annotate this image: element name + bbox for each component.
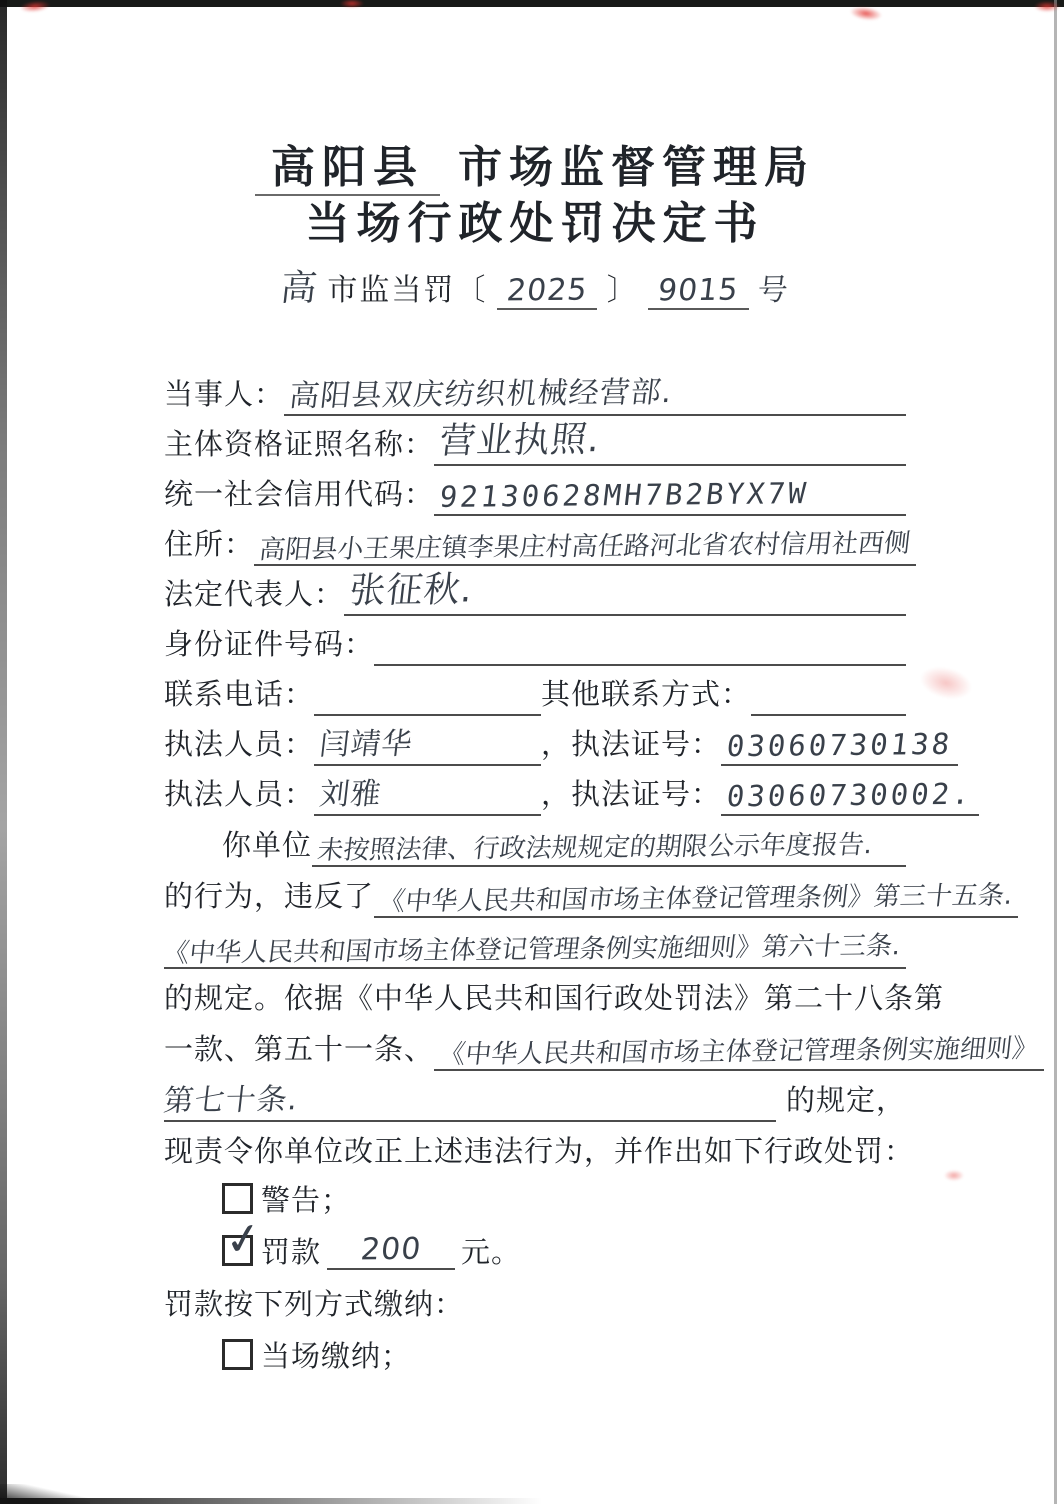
handwritten-law-citation: 《中华人民共和国市场主体登记管理条例》第三十五条.	[377, 880, 1015, 918]
authority-suffix: 市场监督管理局	[458, 143, 815, 192]
field-label: 主体资格证照名称：	[164, 428, 435, 461]
body-line-3	[161, 918, 906, 969]
docno-suffix: 号	[755, 272, 791, 308]
field-label: 其他联系方式：	[541, 678, 752, 711]
field-label: 统一社会信用代码：	[164, 478, 435, 511]
authority-name-blank: 高阳县	[255, 143, 440, 196]
field-legal-rep	[164, 566, 906, 616]
field-label: 执法人员：	[164, 728, 315, 761]
scan-corner-bottom-left	[0, 1484, 90, 1504]
document-title: 当场行政处罚决定书	[305, 198, 765, 248]
field-value-handwritten: 张征秋.	[347, 569, 476, 612]
field-label: 法定代表人：	[164, 578, 345, 611]
field-label: 身份证件号码：	[164, 628, 375, 661]
violation-statement	[161, 816, 1040, 1173]
document-number-line	[164, 260, 906, 308]
printed-text: 的行为，违反了	[164, 880, 375, 913]
badge-number-handwritten: 03060730002.	[724, 776, 975, 814]
field-label: 当事人：	[164, 378, 285, 411]
penalty-section	[164, 1173, 906, 1381]
checkbox-warning-unchecked-icon	[222, 1183, 253, 1214]
body-line-7	[164, 1122, 915, 1173]
penalty-fine-row	[164, 1211, 906, 1277]
field-label: 住所：	[164, 528, 255, 561]
field-address	[164, 516, 912, 566]
field-label: ，执法证号：	[541, 778, 722, 811]
field-label: 联系电话：	[164, 678, 315, 711]
docno-printed-right: 〕	[606, 273, 639, 307]
fine-unit: 元。	[461, 1237, 522, 1270]
docno-printed-left: 市监当罚〔	[327, 273, 488, 307]
fine-amount-handwritten: 200	[358, 1231, 424, 1268]
printed-text: 的规定。依据《中华人民共和国行政处罚法》第二十八条第	[164, 982, 945, 1015]
authority-title	[164, 140, 906, 196]
handwritten-text: 未按照法律、行政法规规定的期限公示年度报告.	[315, 829, 875, 866]
check-mark-icon: ✓	[221, 1211, 267, 1268]
field-value-handwritten: 92130628MH7B2BYX7W	[437, 475, 811, 514]
badge-number-handwritten: 03060730138	[724, 726, 955, 763]
printed-text: 现责令你单位改正上述违法行为，并作出如下行政处罚：	[164, 1135, 915, 1168]
officer-name-handwritten: 闫靖华	[317, 726, 415, 763]
scan-edge-bottom	[0, 1498, 638, 1504]
handwritten-article: 第七十条.	[161, 1082, 301, 1119]
body-line-5	[164, 1020, 1040, 1071]
officer-name-handwritten: 刘雅	[317, 776, 384, 813]
docno-hand-prefix: 高	[278, 267, 320, 309]
payment-method-title-row	[164, 1277, 906, 1329]
docno-number: 9015	[656, 272, 741, 309]
handwritten-law-citation: 《中华人民共和国市场主体登记管理条例实施细则》第六十三条.	[161, 930, 903, 969]
onsite-payment-label: 当场缴纳；	[261, 1341, 412, 1374]
penalty-warning-row	[164, 1173, 906, 1225]
field-label: ，执法证号：	[541, 728, 722, 761]
fine-label: 罚款	[261, 1237, 322, 1270]
field-value-handwritten: 高阳县双庆纺织机械经营部.	[287, 374, 675, 414]
form-fields	[164, 366, 975, 816]
field-license-name	[164, 416, 906, 466]
field-value-handwritten: 高阳县小王果庄镇李果庄村高任路河北省农村信用社西侧	[257, 528, 912, 566]
field-id-number	[164, 616, 906, 666]
field-value-handwritten: 营业执照.	[437, 418, 603, 462]
printed-text: 一款、第五十一条、	[164, 1033, 435, 1066]
body-line-1	[164, 816, 906, 867]
handwritten-law-citation: 《中华人民共和国市场主体登记管理条例实施细则》	[437, 1033, 1040, 1070]
field-officer-2	[164, 766, 975, 816]
checkbox-fine-checked-icon	[221, 1211, 267, 1268]
checkbox-onsite-unchecked-icon	[222, 1339, 253, 1370]
field-officer-1	[164, 716, 955, 766]
field-phone	[164, 666, 906, 716]
field-credit-code	[164, 466, 906, 516]
printed-text: 的规定，	[785, 1084, 906, 1117]
body-line-6	[161, 1071, 906, 1122]
warning-label: 警告；	[261, 1185, 352, 1218]
body-line-2	[164, 867, 1015, 918]
penalty-onsite-row	[164, 1329, 906, 1381]
body-line-4	[164, 969, 945, 1020]
field-label: 执法人员：	[164, 778, 315, 811]
field-party	[164, 366, 906, 416]
printed-text: 你单位	[222, 829, 313, 862]
payment-method-title: 罚款按下列方式缴纳：	[164, 1289, 465, 1322]
docno-year: 2025	[504, 272, 590, 309]
